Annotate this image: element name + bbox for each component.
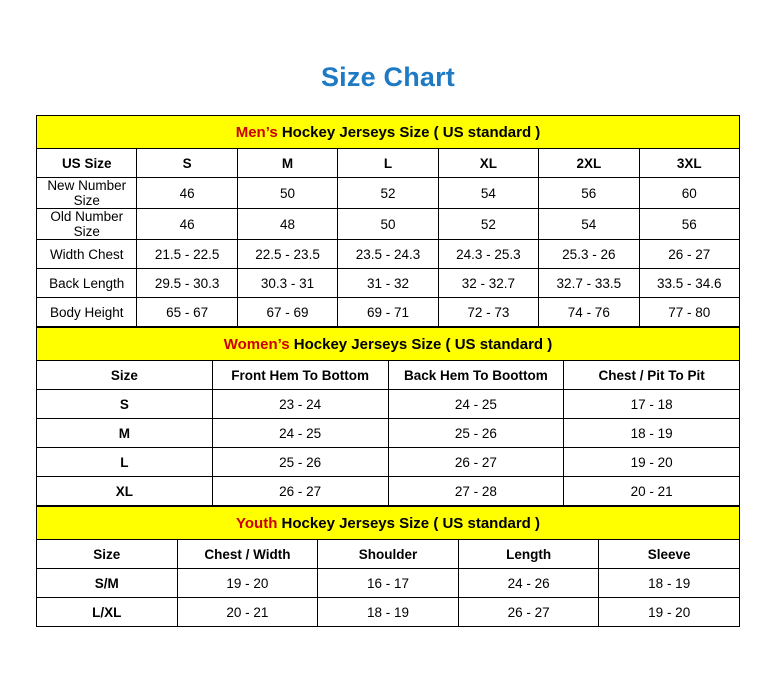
youth-cell: 26 - 27	[458, 598, 599, 627]
womens-cell: 23 - 24	[212, 390, 388, 419]
youth-header-cell: Shoulder	[318, 540, 459, 569]
womens-size-label: S	[37, 390, 213, 419]
mens-cell: 50	[237, 178, 337, 209]
mens-cell: 24.3 - 25.3	[438, 240, 538, 269]
youth-cell: 20 - 21	[177, 598, 318, 627]
table-row	[37, 569, 740, 598]
youth-header-row	[37, 540, 740, 569]
youth-banner-accent: Youth	[236, 514, 278, 532]
womens-size-label: XL	[37, 477, 213, 506]
mens-cell: 52	[438, 209, 538, 240]
mens-size-table	[36, 115, 740, 327]
mens-row-label: New Number Size	[37, 178, 137, 209]
page-title: Size Chart	[320, 62, 456, 92]
womens-cell: 20 - 21	[564, 477, 740, 506]
womens-size-label: M	[37, 419, 213, 448]
mens-cell: 30.3 - 31	[237, 269, 337, 298]
mens-cell: 32 - 32.7	[438, 269, 538, 298]
table-row	[37, 390, 740, 419]
womens-banner-cell	[37, 328, 740, 361]
womens-banner-row	[37, 328, 740, 361]
womens-size-table	[36, 327, 740, 506]
youth-size-label: L/XL	[37, 598, 178, 627]
mens-cell: 25.3 - 26	[539, 240, 639, 269]
mens-cell: 54	[438, 178, 538, 209]
mens-row-label: Body Height	[37, 298, 137, 327]
mens-cell: 46	[137, 209, 237, 240]
womens-cell: 18 - 19	[564, 419, 740, 448]
table-row	[37, 240, 740, 269]
mens-row-label: Old Number Size	[37, 209, 137, 240]
mens-cell: 21.5 - 22.5	[137, 240, 237, 269]
mens-cell: 22.5 - 23.5	[237, 240, 337, 269]
mens-header-cell: 3XL	[639, 149, 739, 178]
mens-header-row	[37, 149, 740, 178]
youth-size-table	[36, 506, 740, 627]
table-row	[37, 298, 740, 327]
youth-banner-rest: Hockey Jerseys Size ( US standard )	[277, 514, 540, 532]
mens-header-cell: XL	[438, 149, 538, 178]
mens-cell: 60	[639, 178, 739, 209]
womens-cell: 25 - 26	[388, 419, 564, 448]
table-row	[37, 209, 740, 240]
mens-cell: 29.5 - 30.3	[137, 269, 237, 298]
mens-cell: 52	[338, 178, 438, 209]
womens-header-cell: Chest / Pit To Pit	[564, 361, 740, 390]
youth-header-cell: Size	[37, 540, 178, 569]
mens-cell: 67 - 69	[237, 298, 337, 327]
mens-cell: 33.5 - 34.6	[639, 269, 739, 298]
mens-cell: 56	[539, 178, 639, 209]
mens-header-cell: US Size	[37, 149, 137, 178]
table-row	[37, 477, 740, 506]
womens-header-cell: Back Hem To Boottom	[388, 361, 564, 390]
youth-header-cell: Sleeve	[599, 540, 740, 569]
mens-cell: 48	[237, 209, 337, 240]
mens-header-cell: L	[338, 149, 438, 178]
mens-banner-rest: Hockey Jerseys Size ( US standard )	[277, 123, 541, 141]
mens-cell: 72 - 73	[438, 298, 538, 327]
mens-header-cell: S	[137, 149, 237, 178]
womens-banner-accent: Women’s	[223, 335, 290, 353]
table-row	[37, 448, 740, 477]
youth-cell: 16 - 17	[318, 569, 459, 598]
table-row	[37, 419, 740, 448]
youth-banner-cell	[37, 507, 740, 540]
womens-cell: 26 - 27	[388, 448, 564, 477]
mens-cell: 74 - 76	[539, 298, 639, 327]
womens-banner-rest: Hockey Jerseys Size ( US standard )	[289, 335, 553, 353]
womens-cell: 17 - 18	[564, 390, 740, 419]
mens-cell: 31 - 32	[338, 269, 438, 298]
mens-cell: 26 - 27	[639, 240, 739, 269]
youth-cell: 18 - 19	[318, 598, 459, 627]
mens-cell: 77 - 80	[639, 298, 739, 327]
youth-cell: 19 - 20	[599, 598, 740, 627]
womens-header-cell: Size	[37, 361, 213, 390]
youth-size-label: S/M	[37, 569, 178, 598]
mens-banner-accent: Men’s	[235, 123, 278, 141]
table-row	[37, 269, 740, 298]
mens-row-label: Width Chest	[37, 240, 137, 269]
youth-cell: 19 - 20	[177, 569, 318, 598]
womens-cell: 19 - 20	[564, 448, 740, 477]
mens-cell: 32.7 - 33.5	[539, 269, 639, 298]
womens-header-cell: Front Hem To Bottom	[212, 361, 388, 390]
mens-header-cell: M	[237, 149, 337, 178]
mens-banner-row	[37, 116, 740, 149]
mens-row-label: Back Length	[37, 269, 137, 298]
mens-cell: 56	[639, 209, 739, 240]
womens-size-label: L	[37, 448, 213, 477]
youth-header-cell: Chest / Width	[177, 540, 318, 569]
womens-cell: 27 - 28	[388, 477, 564, 506]
mens-cell: 65 - 67	[137, 298, 237, 327]
youth-banner-row	[37, 507, 740, 540]
youth-cell: 18 - 19	[599, 569, 740, 598]
size-tables	[36, 115, 740, 627]
table-row	[37, 178, 740, 209]
mens-cell: 54	[539, 209, 639, 240]
womens-header-row	[37, 361, 740, 390]
womens-cell: 24 - 25	[388, 390, 564, 419]
mens-header-cell: 2XL	[539, 149, 639, 178]
mens-cell: 50	[338, 209, 438, 240]
youth-header-cell: Length	[458, 540, 599, 569]
mens-cell: 69 - 71	[338, 298, 438, 327]
mens-cell: 46	[137, 178, 237, 209]
youth-cell: 24 - 26	[458, 569, 599, 598]
mens-cell: 23.5 - 24.3	[338, 240, 438, 269]
womens-cell: 25 - 26	[212, 448, 388, 477]
table-row	[37, 598, 740, 627]
womens-cell: 26 - 27	[212, 477, 388, 506]
womens-cell: 24 - 25	[212, 419, 388, 448]
mens-banner-cell	[37, 116, 740, 149]
